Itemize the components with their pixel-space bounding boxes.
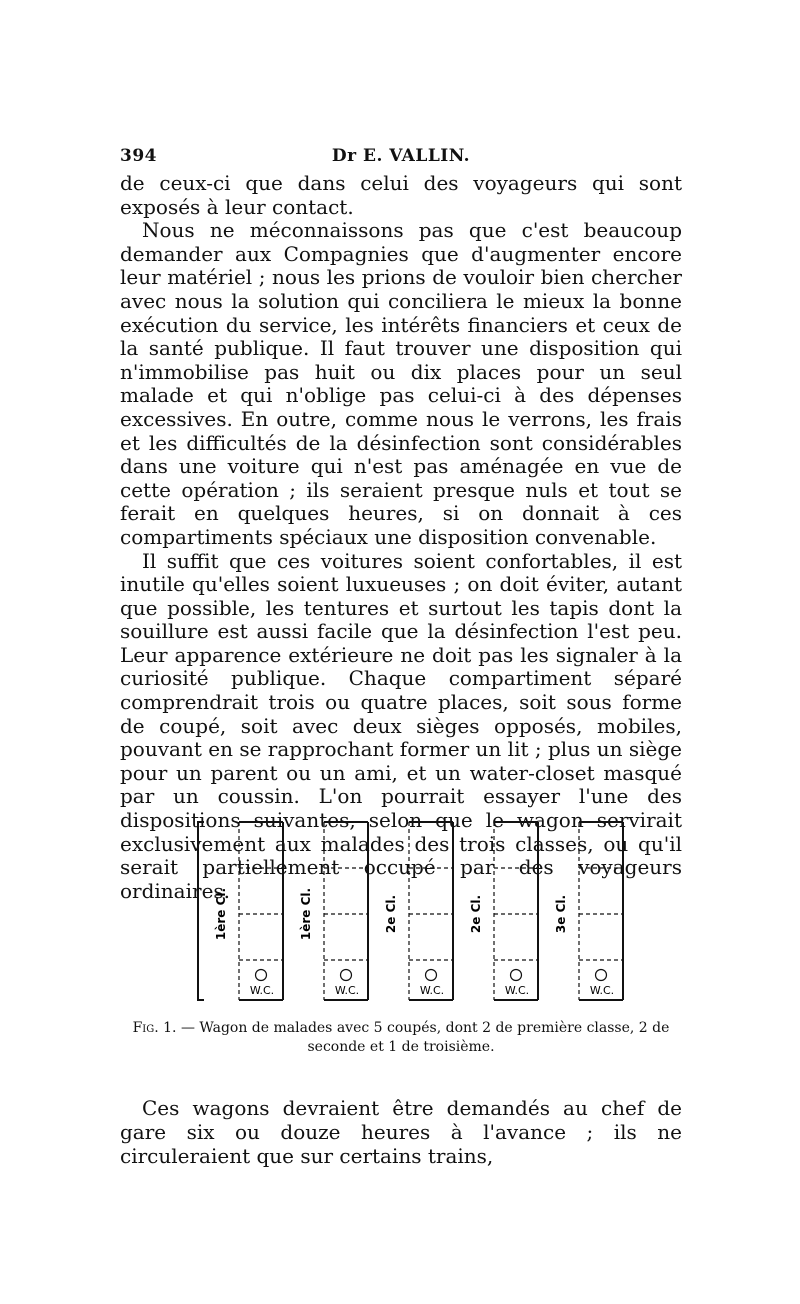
wc-seat-icon <box>511 970 522 981</box>
running-title: Dr E. VALLIN. <box>331 146 471 166</box>
wc-seat-icon <box>426 970 437 981</box>
wagon-diagram <box>196 818 626 1008</box>
wc-seat-icon <box>341 970 352 981</box>
page-number: 394 <box>120 146 157 166</box>
figure-label: Fig. 1. <box>132 1020 177 1036</box>
paragraph: Nous ne méconnaissons pas que c'est beaucoup demander aux Compagnies que d'augmenter encore leur matériel ; nous les prions de vouloir bien chercher avec nous la solution qui conciliera le mieux la bonne exécution du service, les intérêts financiers et ceux de la santé publique. Il faut trouver une disposition qui n'immobilise pas huit ou dix places pour un seul malade et qui n'oblige pas celui-ci à des dépenses excessives. En outre, comme nous le verrons, les frais et les difficultés de la désinfection sont considérables dans une voiture qui n'est pas aménagée en vue de cette opération ; ils seraient presque nuls et tout se ferait en quelques heures, si on donnait à ces compartiments spéciaux une disposition convenable. <box>120 218 682 549</box>
paragraph-continuation: de ceux-ci que dans celui des voyageurs qui sont exposés à leur contact. <box>120 171 682 219</box>
closing-text <box>120 1096 682 1168</box>
figure-caption <box>120 1019 682 1057</box>
paragraph: Ces wagons devraient être demandés au chef de gare six ou douze heures à l'avance ; ils ne circuleraient que sur certains trains, <box>120 1096 682 1168</box>
wc-label: W.C. <box>419 984 445 997</box>
class-label: 1ère Cl. <box>299 887 313 941</box>
class-label: 2e Cl. <box>469 894 483 934</box>
class-label: 1ère Cl. <box>214 887 228 941</box>
wc-label: W.C. <box>249 984 275 997</box>
figure-caption-text: — Wagon de malades avec 5 coupés, dont 2 de première classe, 2 de seconde et 1 de troisième. <box>180 1020 670 1055</box>
wagon-bracket <box>198 822 204 1000</box>
wc-label: W.C. <box>504 984 530 997</box>
class-label: 3e Cl. <box>554 894 568 934</box>
wagon-diagram-svg <box>196 818 626 1008</box>
wc-label: W.C. <box>334 984 360 997</box>
body-text <box>120 172 682 903</box>
wc-label: W.C. <box>589 984 615 997</box>
wc-seat-icon <box>596 970 607 981</box>
paragraph: Il suffit que ces voitures soient confortables, il est inutile qu'elles soient luxueuses ; on doit éviter, autant que possible, les tentures et surtout les tapis dont la souillure est aussi facile que la désinfection l'est peu. Leur apparence extérieure ne doit pas les signaler à la curiosité publique. Chaque compartiment séparé comprendrait trois ou quatre places, soit sous forme de coupé, soit avec deux sièges opposés, mobiles, pouvant en se rapprochant former un lit ; plus un siège pour un parent ou un ami, et un water-closet masqué par un coussin. L'on pourrait essayer l'une des dispositions suivantes, selon que le wagon servirait exclusivement aux malades des trois classes, ou qu'il serait partiellement occupé par des voyageurs ordinaires. <box>120 548 682 903</box>
wc-seat-icon <box>256 970 267 981</box>
class-label: 2e Cl. <box>384 894 398 934</box>
